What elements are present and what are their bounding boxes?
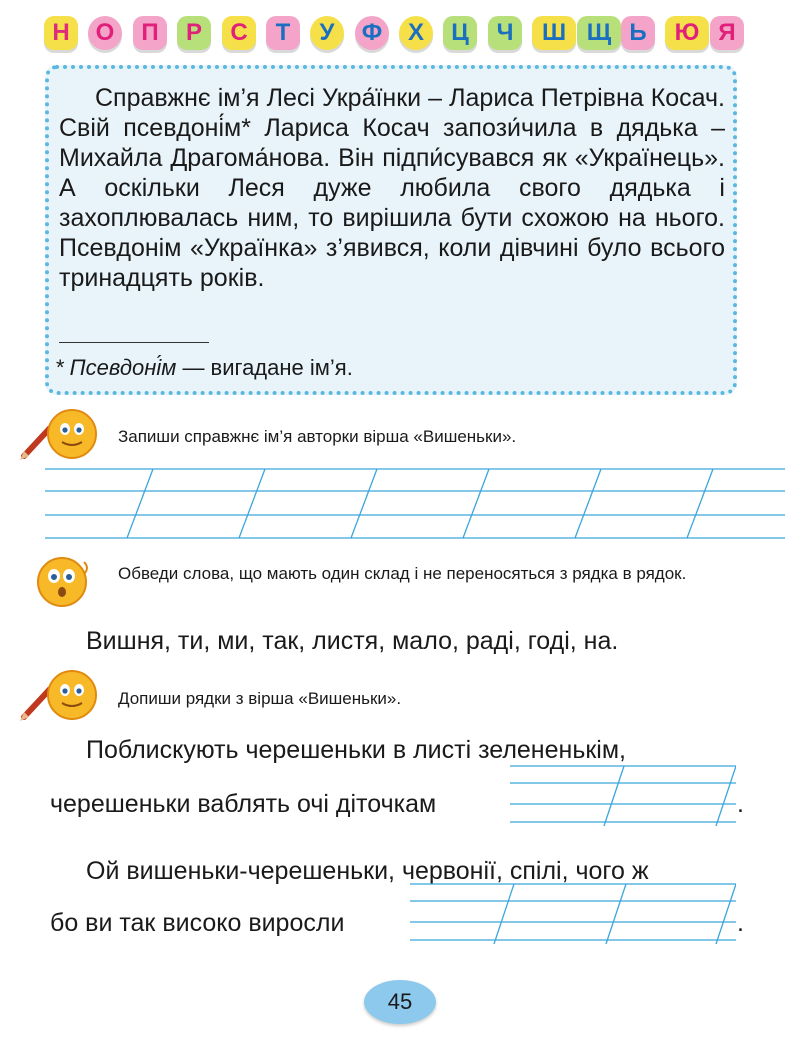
alphabet-letter: Т <box>266 16 300 50</box>
poem-line-1: Поблискують черешеньки в листі зелененькім, <box>86 736 626 764</box>
alphabet-letter: Ц <box>443 16 477 50</box>
alphabet-letter: С <box>222 16 256 50</box>
writing-lines[interactable] <box>410 878 736 950</box>
alphabet-letter: У <box>310 16 344 50</box>
alphabet-letter: О <box>88 16 122 50</box>
alphabet-letter: Ю <box>665 16 709 50</box>
alphabet-strip <box>44 16 754 60</box>
writing-lines[interactable] <box>510 760 736 832</box>
surprised-smiley-icon <box>32 552 102 608</box>
footnote-rule <box>59 342 209 343</box>
poem-line-2-dot: . <box>737 790 744 818</box>
alphabet-letter: Щ <box>577 16 621 50</box>
info-box <box>45 65 737 395</box>
alphabet-letter: Ч <box>488 16 522 50</box>
alphabet-letter: Р <box>177 16 211 50</box>
alphabet-letter: Я <box>710 16 744 50</box>
footnote-definition: — вигадане ім’я. <box>176 355 353 380</box>
footnote-term: * Псевдоні́м <box>55 355 177 380</box>
footnote <box>55 354 353 382</box>
poem-line-3: Ой вишеньки-черешеньки, червонії, спілі, чого ж <box>86 857 649 885</box>
alphabet-letter: П <box>133 16 167 50</box>
writing-lines[interactable] <box>45 465 785 545</box>
poem-line-2: черешеньки ваблять очі діточкам <box>50 790 437 818</box>
info-text: Справжнє ім’я Лесі Укра́їнки – Лариса Петрівна Косач. Свій псевдоні́м* Лариса Косач запози́чила в дядька – Михайла Драгома́нова. Він підпи́сувався як «Українець». А оскільки Леся дуже любила свого дядька і захоплювалась ним, то вирішила бути схожою на нього. Псевдонім «Українка» з’явився, коли дівчині було всього тринадцять років. <box>59 84 725 292</box>
alphabet-letter: Х <box>399 16 433 50</box>
poem-line-4-dot: . <box>737 909 744 937</box>
smiley-pencil-icon <box>16 404 102 464</box>
alphabet-letter: Ь <box>621 16 655 50</box>
task3-instruction: Допиши рядки з вірша «Вишеньки». <box>118 689 402 708</box>
smiley-pencil-icon <box>16 665 102 725</box>
page-number: 45 <box>364 980 436 1024</box>
alphabet-letter: Н <box>44 16 78 50</box>
alphabet-letter: Ф <box>355 16 389 50</box>
poem-line-4: бо ви так високо виросли <box>50 909 345 937</box>
task2-words: Вишня, ти, ми, так, листя, мало, раді, годі, на. <box>86 627 619 655</box>
task2-instruction: Обведи слова, що мають один склад і не переносяться з рядка в рядок. <box>118 564 687 583</box>
task1-instruction: Запиши справжнє ім’я авторки вірша «Вишеньки». <box>118 427 517 446</box>
alphabet-letter: Ш <box>532 16 576 50</box>
